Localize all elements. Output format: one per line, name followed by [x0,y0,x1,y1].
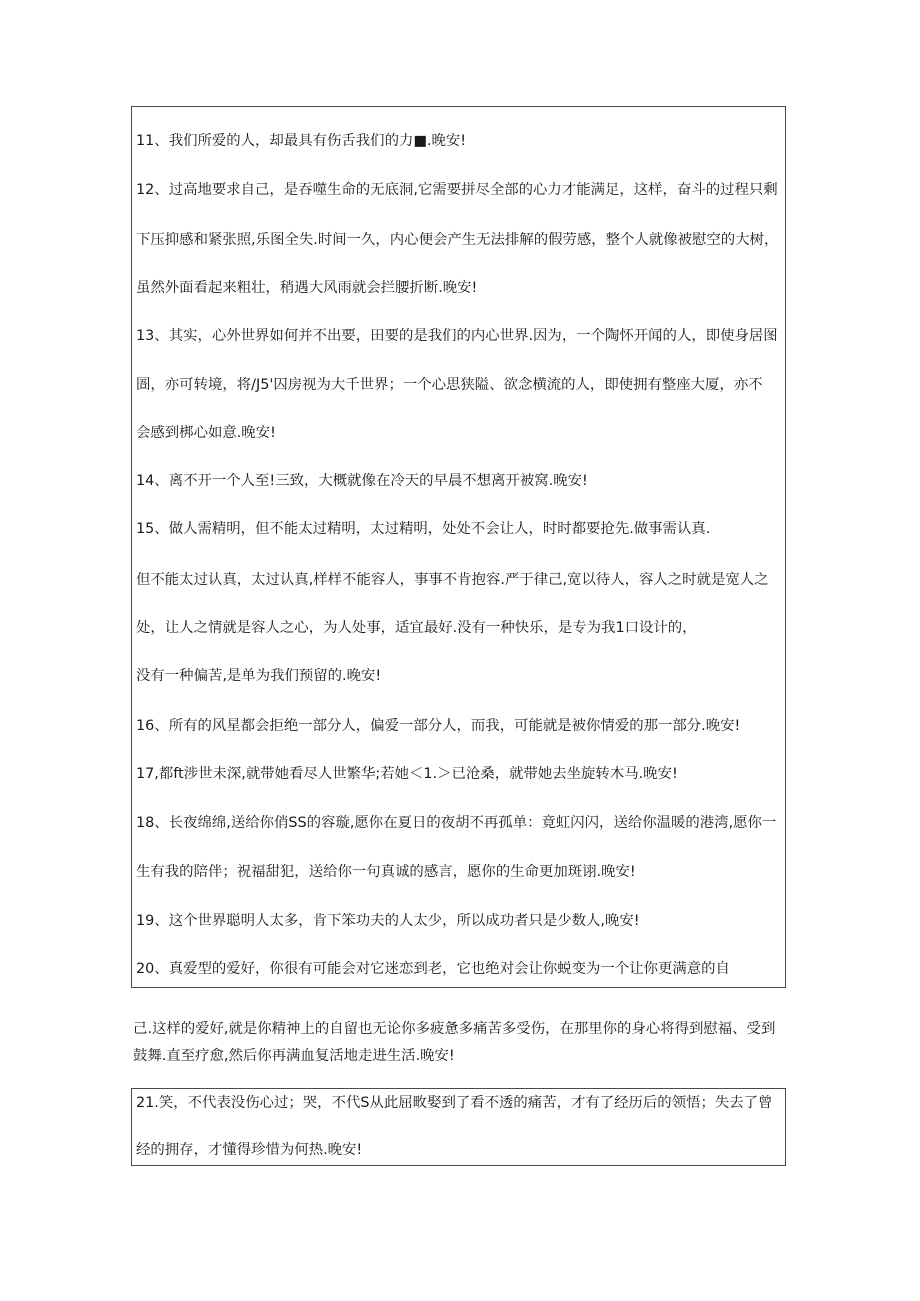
text-line-item-15a: 15、做人需精明，但不能太过精明，太过精明，处处不会让人，时时都要抢先.做事需认真. [136,521,711,537]
text-line-item-21a: 21.笑，不代表没伤心过；哭，不代S从此屈畋娶到了看不透的痛苦，才有了经历后的领悟；失去了曾 [136,1095,773,1111]
text-line-item-21b: 经的拥存，才懂得珍惜为何热.晚安! [136,1142,363,1158]
text-line-item-12a: 12、过高地要求自己，是吞噬生命的无底洞,它需要拼尽全部的心力才能满足，这样，奋斗的过程只剩 [136,182,778,198]
text-line-item-20: 20、真爱型的爱好，你很有可能会对它迷恋到老，它也绝对会让你蜕变为一个让你更满意的自 [136,961,730,977]
text-line-item-15b: 但不能太过认真，太过认真,样样不能容人，事事不肯抱容.严于律己,宽以待人，容人之时就是宽人之 [136,572,769,588]
text-line-item-20-cont-a: 己.这样的爱好,就是你精神上的自留也无论你多疲惫多痛苦多受伤，在那里你的身心将得到慰福、受到 [133,1021,776,1037]
text-line-item-20-cont-b: 鼓舞.直至疗愈,然后你再满血复活地走进生活.晚安! [133,1048,455,1064]
text-line-item-18a: 18、长夜绵绵,送给你俏SS的容璇,愿你在夏日的夜胡不再孤单：竟虹闪闪，送给你温暖的港湾,愿你一 [136,815,777,831]
text-line-item-11: 11、我们所爱的人，却最具有伤舌我们的力■.晚安! [136,133,467,149]
text-line-item-18b: 生有我的陪伴；祝福甜犯，送给你一句真诚的感言，愿你的生命更加斑诩.晚安! [136,864,636,880]
text-line-item-19: 19、这个世界聪明人太多，肯下笨功夫的人太少，所以成功者只是少数人,晚安! [136,913,640,929]
text-line-item-12b: 下压抑感和紧张照,乐图全失.时间一久，内心便会产生无法排解的假劳感，整个人就像被慰空的大树， [136,232,779,248]
text-line-item-13c: 会感到梆心如意.晚安! [136,425,276,441]
text-line-item-15d: 没有一种偏苦,是单为我们预留的.晚安! [136,668,382,684]
text-line-item-13b: 圄，亦可转境，将/J5'囚房视为大千世界；一个心思狭隘、欲念横流的人，即使拥有整座大厦，亦不 [136,377,763,393]
text-line-item-13a: 13、其实，心外世界如何并不出要，田要的是我们的内心世界.因为，一个陶怀开闻的人，即使身居图 [136,328,778,344]
text-line-item-16: 16、所有的风星都会拒绝一部分人，偏爱一部分人，而我，可能就是被你情爱的那一部分.晚安! [136,718,741,734]
text-line-item-12c: 虽然外面看起来粗壮，稍遇大风雨就会拦腰折断.晚安! [136,280,478,296]
text-line-item-15c: 处，让人之情就是容人之心，为人处事，适宜最好.没有一种快乐，是专为我1口设计的， [136,620,697,636]
text-line-item-14: 14、离不开一个人至!三致，大概就像在冷天的早晨不想离开被窝.晚安! [136,473,588,489]
text-line-item-17: 17,都ft涉世未深,就带她看尽人世繁华;若她＜1.＞已沧桑，就带她去坐旋转木马.晚安! [136,766,678,782]
